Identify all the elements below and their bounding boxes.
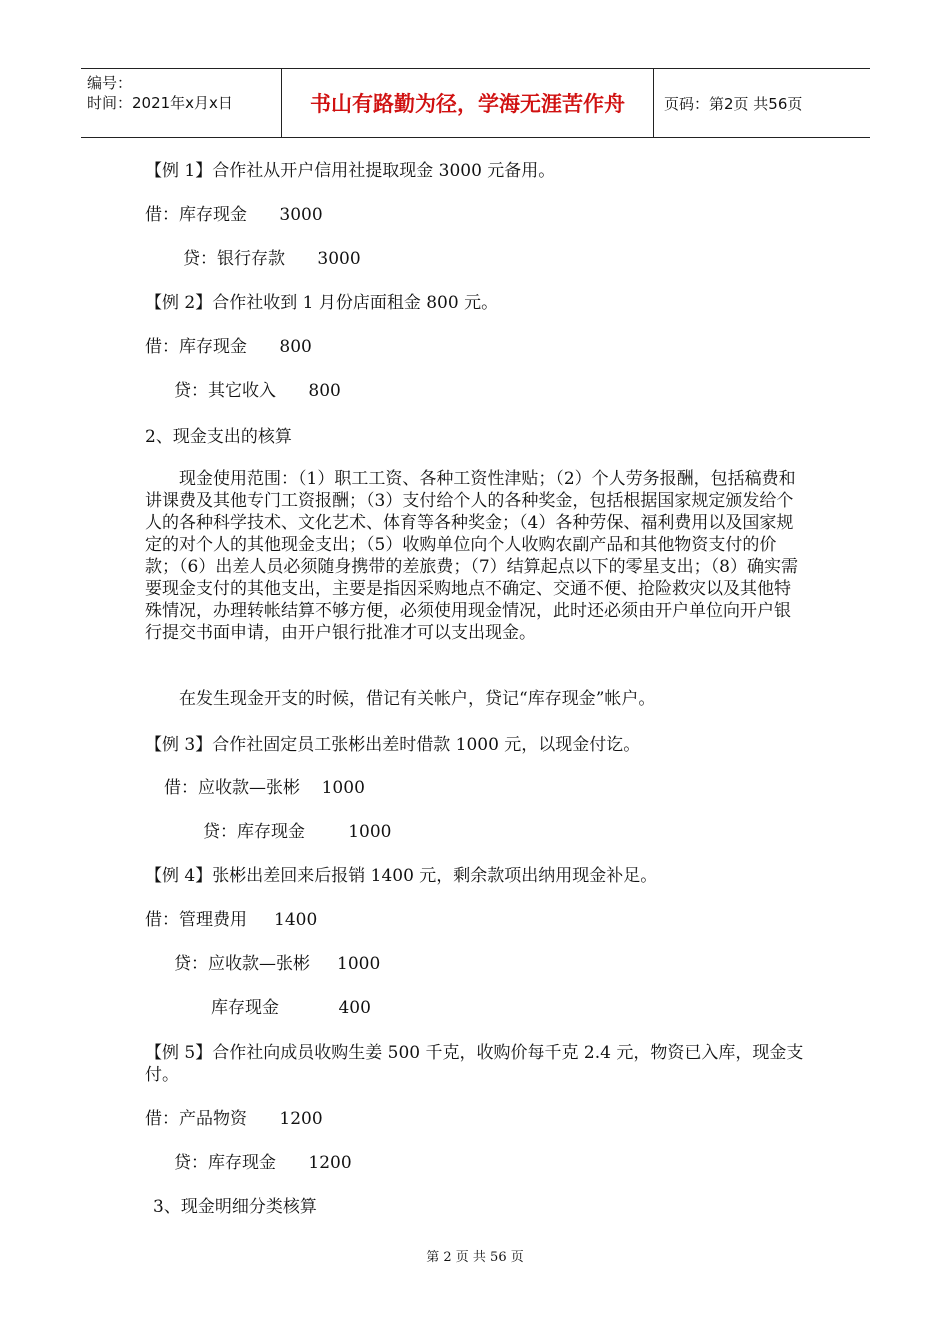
example-4-credit-1: 贷：应收款—张彬 1000: [174, 954, 381, 974]
example-2-credit: 贷：其它收入 800: [174, 381, 341, 401]
example-5-title: 【例 5】合作社向成员收购生姜 500 千克，收购价每千克 2.4 元，物资已入库，现金支付。: [145, 1043, 804, 1085]
page-footer: 第 2 页 共 56 页: [426, 1250, 524, 1265]
example-3-credit: 贷：库存现金 1000: [203, 822, 392, 842]
example-1-credit: 贷：银行存款 3000: [183, 249, 361, 269]
header-motto: 书山有路勤为径，学海无涯苦作舟: [282, 69, 654, 137]
example-1-debit: 借：库存现金 3000: [145, 205, 323, 225]
example-4-debit: 借：管理费用 1400: [145, 910, 318, 930]
page-header: [81, 68, 870, 138]
section-3-heading: 3、现金明细分类核算: [153, 1197, 317, 1217]
example-5-debit: 借：产品物资 1200: [145, 1109, 323, 1129]
example-3-title: 【例 3】合作社固定员工张彬出差时借款 1000 元，以现金付讫。: [145, 735, 641, 755]
example-1-title: 【例 1】合作社从开户信用社提取现金 3000 元备用。: [145, 161, 556, 181]
header-page-info: 页码：第2页 共56页: [664, 94, 803, 113]
example-2-debit: 借：库存现金 800: [145, 337, 312, 357]
section-2-heading: 2、现金支出的核算: [145, 427, 292, 447]
example-4-credit-2: 库存现金 400: [211, 998, 371, 1018]
example-2-title: 【例 2】合作社收到 1 月份店面租金 800 元。: [145, 293, 499, 313]
example-3-debit: 借：应收款—张彬 1000: [164, 778, 365, 798]
cash-usage-paragraph: 现金使用范围：（1）职工工资、各种工资性津贴；（2）个人劳务报酬，包括稿费和讲课费及其他专门工资报酬；（3）支付给个人的各种奖金，包括根据国家规定颁发给个人的各种科学技术、文化艺术、体育等各种奖金；（4）各种劳保、福利费用以及国家规定的对个人的其他现金支出；（5）收购单位向个人收购农副产品和其他物资支付的价款；（6）出差人员必须随身携带的差旅费；（7）结算起点以下的零星支出；（8）确实需要现金支付的其他支出，主要是指因采购地点不确定、交通不便、抢险救灾以及其他特殊情况，办理转帐结算不够方便，必须使用现金情况，此时还必须由开户单位向开户银行提交书面申请，由开户银行批准才可以支出现金。: [145, 469, 798, 643]
cash-expense-rule: 在发生现金开支的时候，借记有关帐户，贷记“库存现金”帐户。: [179, 689, 656, 709]
example-5-credit: 贷：库存现金 1200: [174, 1153, 352, 1173]
time-label: 时间：2021年x月x日: [87, 94, 233, 112]
example-4-title: 【例 4】张彬出差回来后报销 1400 元，剩余款项出纳用现金补足。: [145, 866, 658, 886]
code-label: 编号：: [87, 74, 133, 92]
header-meta: [81, 69, 282, 137]
